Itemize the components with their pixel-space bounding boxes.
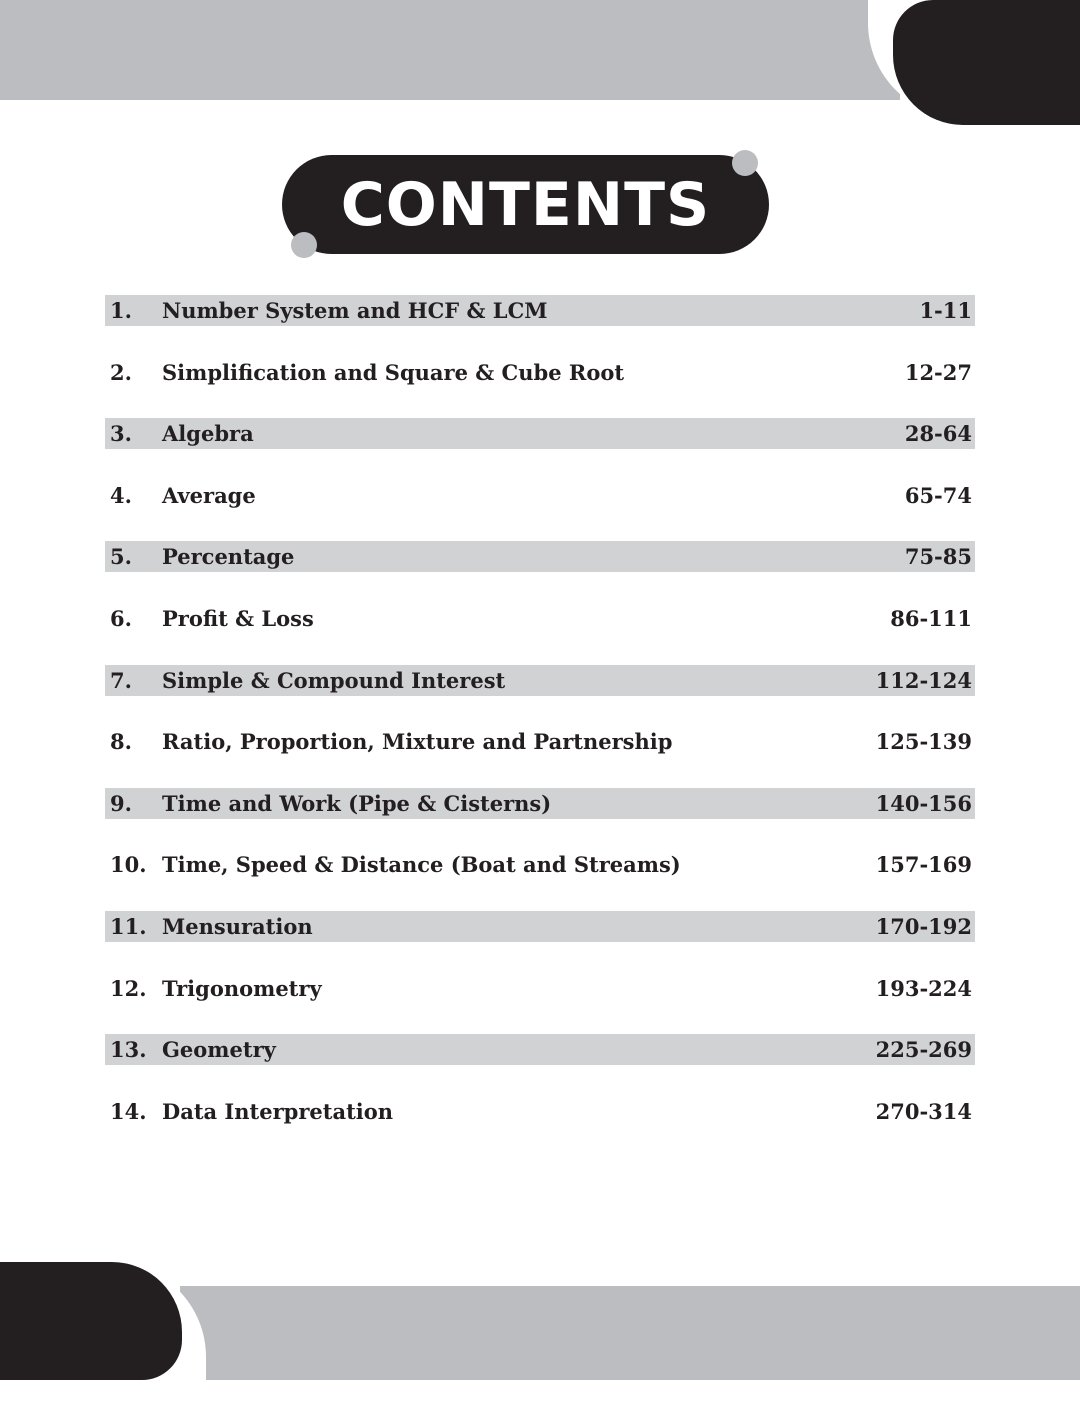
- toc-row: [105, 603, 975, 634]
- table-of-contents: [105, 295, 975, 1157]
- toc-row: [105, 480, 975, 511]
- chapter-title: Data Interpretation: [162, 1098, 394, 1124]
- title-dot-bottom-left: [291, 232, 317, 258]
- chapter-number: 9.: [110, 790, 132, 816]
- toc-row: [105, 357, 975, 388]
- title-dot-top-right: [732, 150, 758, 176]
- chapter-title: Simple & Compound Interest: [162, 667, 506, 693]
- chapter-title: Time, Speed & Distance (Boat and Streams): [162, 852, 681, 878]
- toc-row: [105, 1034, 975, 1065]
- bottom-decorative-band: [180, 1286, 1080, 1380]
- chapter-title: Number System and HCF & LCM: [162, 298, 548, 323]
- top-corner-tab: [893, 0, 1080, 125]
- chapter-number: 8.: [110, 729, 132, 755]
- chapter-number: 6.: [110, 605, 132, 631]
- chapter-number: 5.: [110, 544, 132, 570]
- chapter-number: 10.: [110, 852, 147, 878]
- toc-row: [105, 295, 975, 326]
- bottom-corner-tab: [0, 1262, 182, 1380]
- chapter-pages: 65-74: [904, 482, 972, 508]
- chapter-pages: 170-192: [875, 913, 972, 939]
- chapter-title: Geometry: [162, 1037, 276, 1063]
- toc-row: [105, 973, 975, 1004]
- toc-row: [105, 788, 975, 819]
- chapter-number: 1.: [110, 298, 132, 323]
- chapter-title: Time and Work (Pipe & Cisterns): [162, 790, 552, 816]
- chapter-pages: 125-139: [875, 729, 972, 755]
- chapter-title: Ratio, Proportion, Mixture and Partnership: [162, 729, 673, 755]
- chapter-pages: 28-64: [904, 421, 972, 447]
- chapter-title: Trigonometry: [162, 975, 322, 1001]
- chapter-number: 13.: [110, 1037, 147, 1063]
- top-decorative-band: [0, 0, 900, 100]
- contents-title-pill: [282, 155, 769, 254]
- chapter-pages: 157-169: [875, 852, 972, 878]
- chapter-title: Average: [162, 482, 256, 508]
- chapter-number: 12.: [110, 975, 147, 1001]
- chapter-pages: 225-269: [875, 1037, 972, 1063]
- chapter-pages: 193-224: [875, 975, 972, 1001]
- chapter-pages: 12-27: [904, 359, 972, 385]
- page-title: CONTENTS: [340, 169, 711, 240]
- chapter-number: 3.: [110, 421, 132, 447]
- chapter-number: 2.: [110, 359, 132, 385]
- chapter-pages: 112-124: [875, 667, 972, 693]
- chapter-pages: 270-314: [875, 1098, 972, 1124]
- chapter-number: 7.: [110, 667, 132, 693]
- toc-row: [105, 911, 975, 942]
- chapter-title: Simplification and Square & Cube Root: [162, 359, 625, 385]
- toc-row: [105, 1096, 975, 1127]
- chapter-pages: 1-11: [919, 298, 972, 323]
- chapter-pages: 140-156: [875, 790, 972, 816]
- toc-row: [105, 541, 975, 572]
- chapter-title: Algebra: [162, 421, 254, 447]
- chapter-pages: 75-85: [904, 544, 972, 570]
- toc-row: [105, 665, 975, 696]
- chapter-number: 14.: [110, 1098, 147, 1124]
- toc-row: [105, 726, 975, 757]
- toc-row: [105, 418, 975, 449]
- chapter-title: Profit & Loss: [162, 605, 314, 631]
- chapter-number: 11.: [110, 913, 147, 939]
- chapter-title: Mensuration: [162, 913, 313, 939]
- chapter-title: Percentage: [162, 544, 295, 570]
- toc-row: [105, 849, 975, 880]
- chapter-pages: 86-111: [890, 605, 972, 631]
- chapter-number: 4.: [110, 482, 132, 508]
